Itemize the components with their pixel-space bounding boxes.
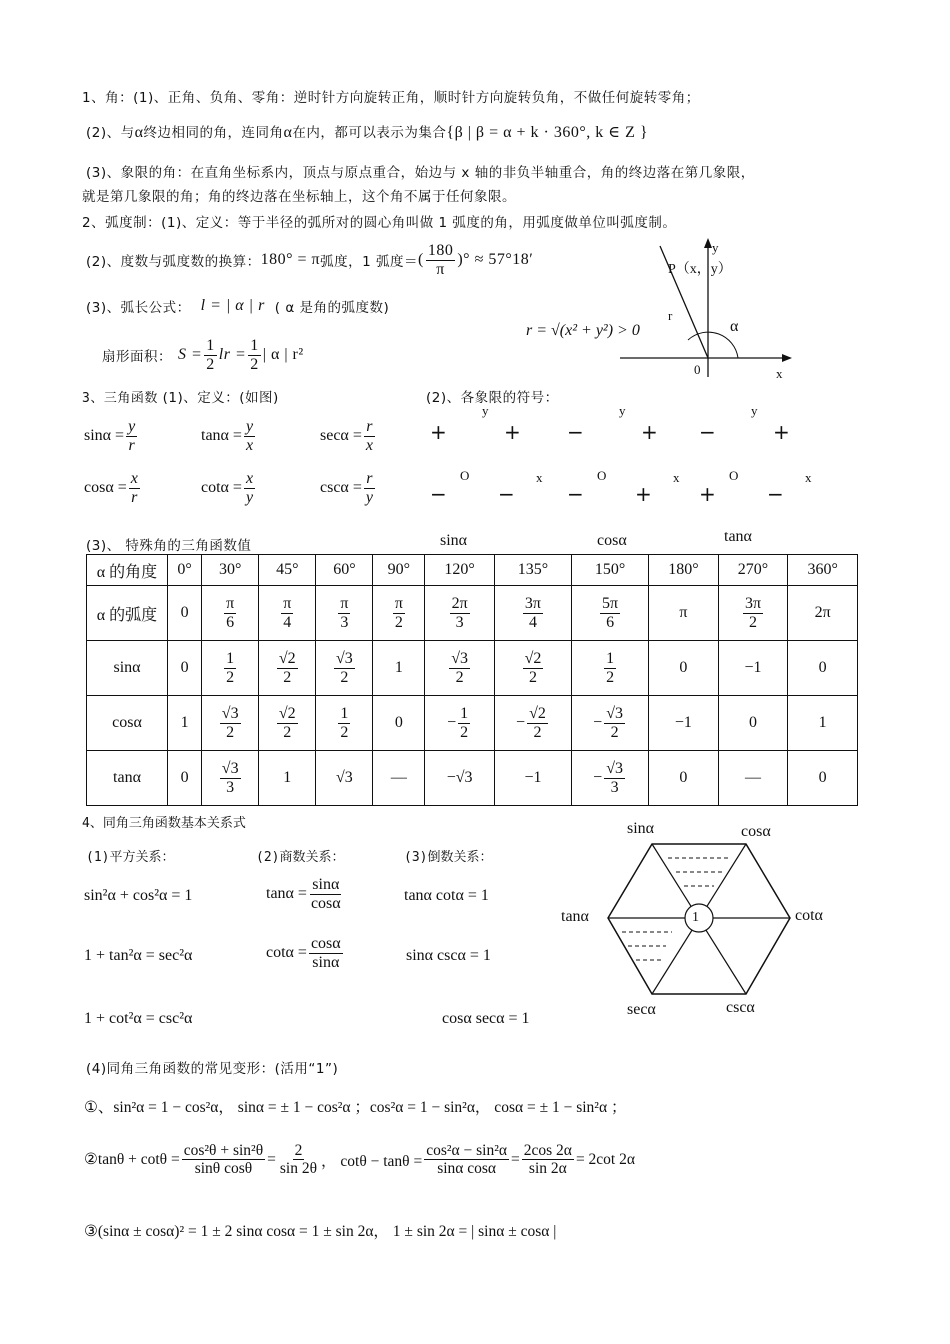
s3-title: 3、三角函数 — [82, 391, 158, 406]
s5-l2b: ， cotθ − tanθ = — [321, 1152, 423, 1170]
table-cell — [425, 586, 495, 641]
s5-line3: ③(sinα ± cosα)² = 1 ± 2 sinα cosα = 1 ± sin 2α， 1 ± sin 2α = | sinα ± cosα | — [84, 1223, 557, 1240]
table-cell — [425, 696, 495, 751]
cell-fraction — [224, 650, 236, 686]
q4-sign-2: − — [767, 482, 784, 506]
table-cell: 1 — [788, 696, 858, 751]
q2-sign-0: + — [430, 420, 447, 444]
s5-d3: sinα cosα — [437, 1160, 497, 1178]
cell-num: √3 — [221, 704, 239, 722]
cell-num: 1 — [460, 704, 469, 722]
table-cell: 0 — [788, 641, 858, 696]
cell-den: 2 — [226, 723, 235, 741]
s5-d1: sinθ cosθ — [194, 1160, 253, 1178]
table-cell: 0 — [649, 751, 719, 806]
cell-num: √3 — [606, 759, 623, 777]
table-cell: −1 — [718, 641, 788, 696]
q2-lhs: cotα = — [266, 944, 307, 962]
table-cell — [316, 586, 373, 641]
cell-num: √2 — [524, 649, 542, 667]
def-n: x — [245, 470, 254, 487]
s1-line1: 1、角：(1)、正角、负角、零角：逆时针方向旋转正角，顺时针方向旋转负角，不做任何旋转零角； — [82, 90, 700, 106]
table-cell: −1 — [494, 751, 571, 806]
def-n: y — [245, 418, 254, 435]
cell-fraction — [458, 705, 470, 741]
half-d2: 2 — [250, 355, 259, 373]
table-cell: π — [649, 586, 719, 641]
cell-fraction — [604, 705, 625, 741]
q2-sign-2: − — [699, 420, 716, 444]
s5-d2: sin 2θ — [279, 1160, 318, 1178]
row-label: sinα — [87, 641, 168, 696]
cell-fraction — [338, 705, 350, 741]
s4-h1: (1)平方关系： — [86, 850, 175, 865]
cell-num: 3π — [744, 594, 762, 612]
cell-den: 2 — [610, 723, 619, 741]
cell-den: 3 — [340, 613, 349, 631]
eq-square3: 1 + cot²α = csc²α — [84, 1010, 193, 1027]
table-cell: 45° — [259, 555, 316, 586]
q2-sign-1: − — [567, 420, 584, 444]
q1-sign-2: + — [773, 420, 790, 444]
cell-fraction — [220, 760, 241, 796]
neg-sign: − — [447, 713, 457, 731]
s5-d4: sin 2α — [528, 1160, 567, 1178]
q3-sign-0: − — [430, 482, 447, 506]
table-cell — [494, 641, 571, 696]
table-cell: 0 — [168, 641, 202, 696]
hex-csc: cscα — [726, 999, 755, 1016]
def-lhs: cscα = — [320, 479, 362, 497]
table-cell — [202, 751, 259, 806]
s2-l4c: lr = — [218, 346, 247, 363]
sign-x-2: x — [805, 470, 812, 485]
cell-fraction — [334, 650, 355, 686]
half-d1: 2 — [206, 355, 215, 373]
s2-l2d: ° ≈ 57°18′ — [463, 251, 534, 268]
eq-quot1 — [266, 876, 345, 912]
row-label: cosα — [87, 696, 168, 751]
s5-n4: 2cos 2α — [523, 1142, 572, 1159]
def-n: r — [366, 470, 373, 487]
s3-def: (1)、定义：(如图) — [162, 390, 279, 406]
table-cell: 0° — [168, 555, 202, 586]
def-d: r — [131, 488, 138, 506]
q1-d: cosα — [310, 894, 341, 912]
neg-sign: − — [593, 713, 603, 731]
table-cell — [494, 586, 571, 641]
sign-o-2: O — [729, 468, 739, 483]
cell-num: π — [394, 594, 403, 612]
def-lhs: cotα = — [201, 479, 242, 497]
cell-num: √3 — [336, 649, 353, 667]
cell-num: π — [340, 594, 349, 612]
cell-den: 2 — [455, 668, 464, 686]
s5-line2: ②tanθ + cotθ = $\frac{\text{cos²θ + sin²θ}}{\text{sinθ cosθ}}$ = $\frac{2}{\sin 2\theta}$ ， cotθ − tanθ = $\frac{\text{cos²α − sin²α}}{\text{sinα cosα}}$ = $\frac{2\cos 2\alpha}{\sin 2\alpha}$ = 2cot 2α — [84, 1142, 635, 1178]
cell-num: π — [226, 594, 235, 612]
cell-fraction — [600, 595, 620, 631]
s5-n2: 2 — [294, 1142, 303, 1159]
cell-fraction — [449, 650, 470, 686]
eq-recip2: sinα cscα = 1 — [406, 947, 491, 964]
cell-den: 3 — [455, 613, 464, 631]
s5-line1: ①、sin²α = 1 − cos²α， sinα = ± 1 − cos²α ；cos²α = 1 − sin²α， cosα = ± 1 − sin²α ； — [84, 1099, 627, 1116]
cell-num: 2π — [451, 594, 468, 612]
q3-sign-2: + — [699, 482, 716, 506]
row-degree — [87, 555, 858, 586]
hex-cot: cotα — [795, 907, 823, 924]
s2-l4b: S = — [178, 346, 203, 363]
table-cell: 150° — [572, 555, 649, 586]
table-cell: — — [718, 751, 788, 806]
table-cell — [718, 586, 788, 641]
def-d: y — [245, 488, 254, 506]
s4-h3: (3)倒数关系： — [404, 850, 493, 865]
cell-fraction — [220, 705, 241, 741]
sign-o-1: O — [597, 468, 607, 483]
table-cell: 0 — [373, 696, 425, 751]
cell-den: 2 — [606, 668, 615, 686]
table-cell — [373, 586, 425, 641]
eq-quot2 — [266, 935, 345, 971]
row-cos — [87, 696, 858, 751]
cell-den: 2 — [533, 723, 542, 741]
eq-recip1: tanα cotα = 1 — [404, 887, 489, 904]
table-cell: −√3 — [425, 751, 495, 806]
table-cell: 360° — [788, 555, 858, 586]
table-cell: 180° — [649, 555, 719, 586]
sign-o-0: O — [460, 468, 470, 483]
def-lhs: secα = — [320, 427, 362, 445]
def-1 — [201, 418, 257, 454]
cell-den: 6 — [226, 613, 235, 631]
def-lhs: tanα = — [201, 427, 242, 445]
table-cell — [202, 696, 259, 751]
table-cell: — — [373, 751, 425, 806]
sign-y-1: y — [619, 403, 626, 418]
table-cell: 0 — [718, 696, 788, 751]
def-4 — [201, 470, 257, 506]
hexagon-diagram — [606, 840, 792, 998]
label-tan: tanα — [724, 528, 752, 545]
x-arrow-icon — [782, 354, 792, 362]
cell-num: 1 — [606, 649, 615, 667]
table-cell: 120° — [425, 555, 495, 586]
table-cell — [572, 751, 649, 806]
table-cell — [572, 586, 649, 641]
s1-l2a: (2)、与 — [86, 125, 135, 141]
def-5 — [320, 470, 377, 506]
def-d: y — [365, 488, 373, 506]
table-cell — [259, 641, 316, 696]
cell-den: 2 — [283, 723, 292, 741]
s2-line3 — [86, 296, 389, 316]
s1-line2: (2)、与α终边相同的角，连同角α在内，都可以表示为集合{β | β = α + k · 360°, k ∈ Z } — [86, 124, 649, 141]
cell-den: 2 — [460, 723, 469, 741]
hex-cos: cosα — [741, 823, 771, 840]
q1-sign-1: + — [641, 420, 658, 444]
table-cell — [202, 641, 259, 696]
cell-fraction — [277, 705, 298, 741]
q2-n: cosα — [310, 935, 341, 952]
table-cell: 2π — [788, 586, 858, 641]
eq-recip3: cosα secα = 1 — [442, 1010, 530, 1027]
cell-fraction — [604, 650, 616, 686]
hex-tan: tanα — [561, 908, 589, 925]
sign-x-0: x — [536, 470, 543, 485]
s3-signs-title: (2)、各象限的符号： — [426, 390, 559, 406]
table-cell: 30° — [202, 555, 259, 586]
s2-line2: (2)、度数与弧度数的换算： 180° = π 弧度，1 弧度＝ ( $\frac{180}{\pi}$ ) ° ≈ 57°18′ — [86, 241, 534, 278]
s1-line4: 就是第几象限的角；角的终边落在坐标轴上，这个角不属于任何象限。 — [82, 189, 516, 205]
cell-den: 4 — [528, 613, 537, 631]
table-cell — [316, 641, 373, 696]
cell-num: √2 — [278, 704, 296, 722]
table-cell — [572, 641, 649, 696]
def-lhs: cosα = — [84, 479, 127, 497]
s2-l2b: 180° = π — [260, 251, 321, 268]
cell-den: 2 — [340, 723, 349, 741]
table-cell — [316, 696, 373, 751]
cell-num: √2 — [529, 704, 546, 722]
s2-l3a: (3)、弧长公式： — [86, 300, 191, 316]
table-cell: 0 — [168, 751, 202, 806]
s4-h2: (2)商数关系： — [256, 850, 345, 865]
hex-one: 1 — [692, 910, 699, 925]
def-3 — [84, 470, 142, 506]
cell-fraction — [527, 705, 548, 741]
q1-sign-0: + — [504, 420, 521, 444]
table-cell: 270° — [718, 555, 788, 586]
label-cos: cosα — [597, 532, 627, 549]
cell-num: √3 — [606, 704, 623, 722]
cell-den: 2 — [749, 613, 757, 631]
table-cell: 1 — [168, 696, 202, 751]
cell-den: 2 — [283, 668, 292, 686]
cell-fraction — [523, 650, 544, 686]
point-p: P（x，y） — [668, 262, 732, 277]
cell-den: 2 — [394, 613, 403, 631]
fig-y: y — [712, 240, 719, 255]
s1-line3: (3)、象限的角：在直角坐标系内，顶点与原点重合，始边与 x 轴的非负半轴重合，角的终边落在第几象限， — [86, 165, 755, 181]
cell-fraction — [523, 595, 543, 631]
s2-l2c: 弧度，1 弧度＝ — [320, 254, 419, 270]
s4-title: 4、同角三角函数基本关系式 — [82, 816, 246, 831]
cell-den: 2 — [226, 668, 235, 686]
table-cell — [425, 641, 495, 696]
s2-line4 — [102, 333, 304, 377]
sign-y-0: y — [482, 403, 489, 418]
cell-den: 2 — [528, 668, 537, 686]
table-cell — [202, 586, 259, 641]
fig-r: r — [668, 308, 673, 323]
q4-sign-0: − — [498, 482, 515, 506]
s2-l3c: ( α 是角的弧度数) — [274, 300, 390, 316]
hex-sec: secα — [627, 1001, 656, 1018]
cell-fraction — [338, 595, 350, 631]
s2-den: π — [436, 260, 445, 278]
fig-o: 0 — [694, 362, 701, 377]
s2-l2a: (2)、度数与弧度数的换算： — [86, 254, 261, 270]
s5-n1: cos²θ + sin²θ — [183, 1142, 264, 1159]
table-cell: 135° — [494, 555, 571, 586]
hex-sin: sinα — [627, 820, 655, 837]
cell-fraction — [743, 595, 763, 631]
fig-x: x — [776, 366, 783, 381]
sign-x-1: x — [673, 470, 680, 485]
table-cell: 1 — [373, 641, 425, 696]
q1-lhs: tanα = — [266, 885, 307, 903]
s5-n3: cos²α − sin²α — [426, 1142, 508, 1159]
label-sin: sinα — [440, 532, 468, 549]
cell-fraction — [277, 650, 298, 686]
table-cell — [572, 696, 649, 751]
def-n: y — [128, 418, 136, 435]
center-circle — [685, 904, 713, 932]
table-cell: 90° — [373, 555, 425, 586]
row-radian — [87, 586, 858, 641]
r-formula: r = √(x² + y²) > 0 — [526, 322, 640, 339]
s1-l2c: 在内，都可以表示为集合 — [292, 125, 447, 141]
s2-num: 180 — [427, 241, 454, 259]
row-tan — [87, 751, 858, 806]
s2-l3b: l = | α | r — [200, 297, 265, 314]
cell-num: √3 — [221, 759, 239, 777]
cell-den: 3 — [610, 778, 619, 796]
table-cell: 0 — [649, 641, 719, 696]
def-n: r — [366, 418, 373, 435]
special-title: (3)、 特殊角的三角函数值 — [86, 538, 252, 554]
def-lhs: sinα = — [84, 427, 125, 445]
table-cell: 0 — [168, 586, 202, 641]
s2-l4a: 扇形面积： — [102, 349, 172, 365]
cell-num: 5π — [602, 594, 619, 612]
cell-fraction — [450, 595, 470, 631]
cell-num: 1 — [340, 704, 349, 722]
table-cell: −1 — [649, 696, 719, 751]
s2-line1: 2、弧度制：(1)、定义：等于半径的弧所对的圆心角叫做 1 弧度的角，用弧度做单位叫弧度制。 — [82, 215, 677, 231]
cell-num: π — [283, 594, 292, 612]
cell-fraction — [224, 595, 236, 631]
neg-sign: − — [593, 768, 603, 786]
s5-title: (4)同角三角函数的常见变形：(活用“1”) — [86, 1061, 339, 1077]
def-0 — [84, 418, 139, 454]
row-label: tanα — [87, 751, 168, 806]
q1-n: sinα — [312, 876, 340, 893]
q4-sign-1: + — [635, 482, 652, 506]
table-cell — [259, 696, 316, 751]
table-cell: 1 — [259, 751, 316, 806]
s5-l2a: ②tanθ + cotθ = — [84, 1151, 180, 1169]
row-label: α 的角度 — [87, 555, 168, 586]
cell-fraction — [604, 760, 625, 796]
cell-num: √2 — [278, 649, 296, 667]
cell-fraction — [393, 595, 405, 631]
def-2 — [320, 418, 377, 454]
table-cell — [259, 586, 316, 641]
cell-num: 3π — [524, 594, 541, 612]
half-n2: 1 — [250, 336, 259, 354]
row-sin — [87, 641, 858, 696]
s1-l2b: 终边相同的角，连同角 — [143, 125, 284, 141]
s2-l4d: | α | r² — [262, 346, 304, 363]
def-n: x — [130, 470, 138, 487]
cell-num: √3 — [451, 649, 468, 667]
s1-set: {β | β = α + k · 360°, k ∈ Z } — [446, 124, 649, 141]
cell-den: 3 — [226, 778, 235, 796]
sign-y-2: y — [751, 403, 758, 418]
row-label: α 的弧度 — [87, 586, 168, 641]
cell-num: 1 — [226, 649, 235, 667]
cell-den: 2 — [340, 668, 349, 686]
y-arrow-icon — [704, 238, 712, 248]
dashes-top — [668, 858, 730, 886]
s3-title-row — [82, 386, 279, 406]
table-cell: √3 — [316, 751, 373, 806]
table-cell: 0 — [788, 751, 858, 806]
coordinate-figure — [610, 232, 800, 382]
def-d: x — [365, 436, 373, 454]
def-d: x — [245, 436, 254, 454]
half-n1: 1 — [206, 336, 215, 354]
eq-square2: 1 + tan²α = sec²α — [84, 947, 193, 964]
fig-alpha: α — [730, 318, 739, 335]
table-cell: 60° — [316, 555, 373, 586]
cell-den: 4 — [283, 613, 292, 631]
cell-den: 6 — [606, 613, 615, 631]
cell-fraction — [281, 595, 293, 631]
q3-sign-1: − — [567, 482, 584, 506]
neg-sign: − — [516, 713, 526, 731]
eq-square1: sin²α + cos²α = 1 — [84, 887, 193, 904]
s5-l2c: = 2cot 2α — [575, 1150, 635, 1168]
def-d: r — [128, 436, 135, 454]
special-angle-table — [86, 554, 858, 806]
q2-d: sinα — [312, 953, 340, 971]
table-cell — [494, 696, 571, 751]
